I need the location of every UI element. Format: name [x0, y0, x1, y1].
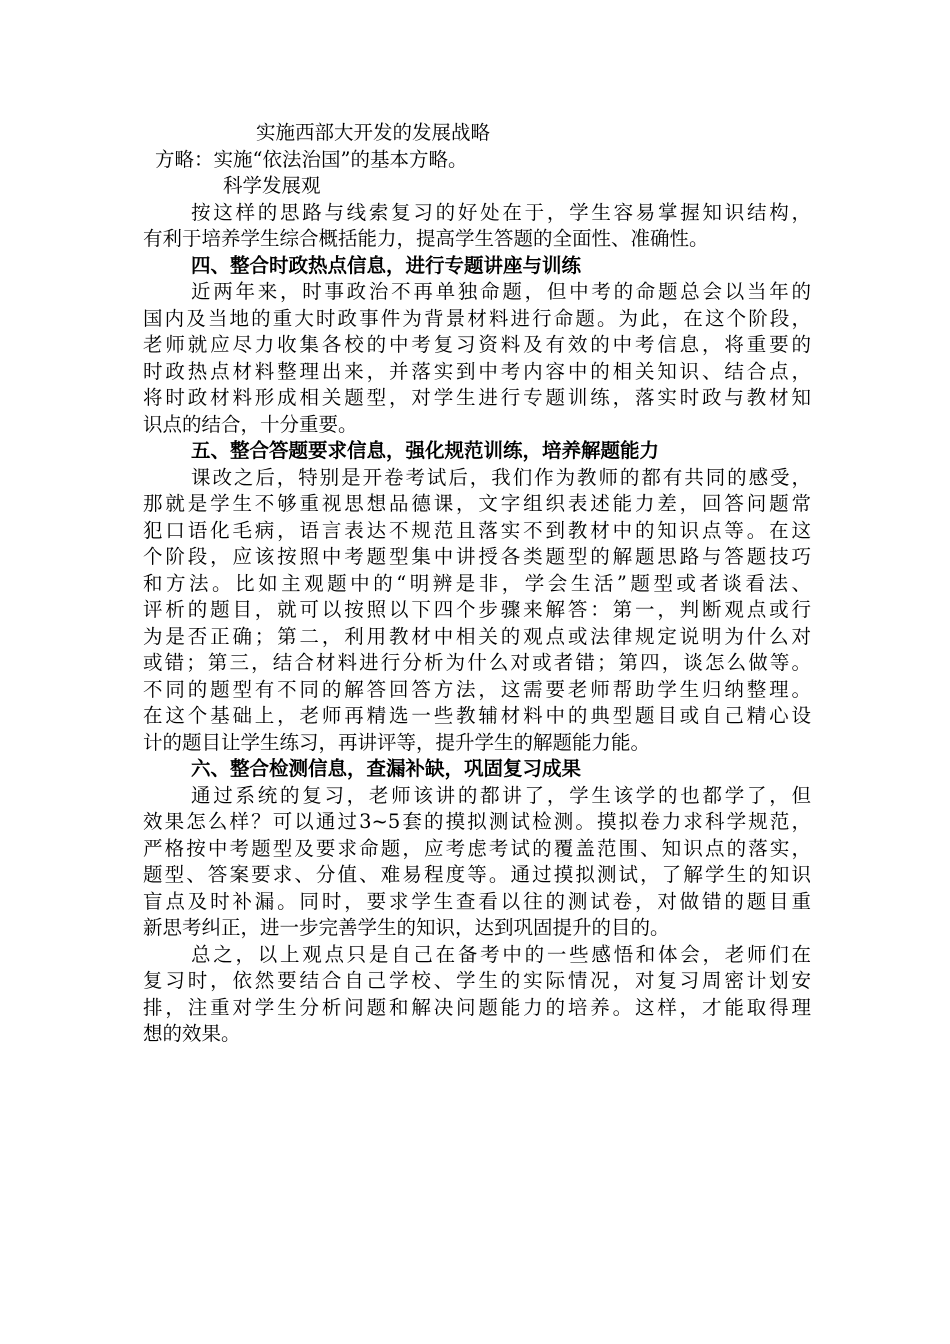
text-line: 个阶段，应该按照中考题型集中讲授各类题型的解题思路与答题技巧: [143, 545, 811, 568]
section-heading-4: 四、整合时政热点信息，进行专题讲座与训练: [191, 253, 582, 277]
paragraph-section-5: [143, 465, 811, 757]
intro-line-concept: 科学发展观: [223, 174, 321, 197]
document-page: [143, 120, 811, 1048]
intro-line-strategy: 实施西部大开发的发展战略: [256, 121, 491, 144]
text-line: 不同的题型有不同的解答回答方法，这需要老师帮助学生归纳整理。: [143, 677, 811, 701]
text-line: 为是否正确；第二，利用教材中相关的观点或法律规定说明为什么对: [143, 624, 811, 648]
section-heading-5: 五、整合答题要求信息，强化规范训练，培养解题能力: [191, 439, 660, 462]
text-line: 评析的题目，就可以按照以下四个步骤来解答：第一，判断观点或行: [143, 598, 811, 621]
text-line: 近两年来，时事政治不再单独命题，但中考的命题总会以当年的: [191, 280, 811, 303]
text-line: 严格按中考题型及要求命题，应考虑考试的覆盖范围、知识点的落实，: [143, 836, 811, 860]
text-line: 课改之后，特别是开卷考试后，我们作为教师的都有共同的感受，: [191, 465, 811, 489]
text-line: 国内及当地的重大时政事件为背景材料进行命题。为此，在这个阶段，: [143, 306, 811, 330]
text-line: 复习时，依然要结合自己学校、学生的实际情况，对复习周密计划安: [143, 969, 811, 992]
text-line: 将时政材料形成相关题型，对学生进行专题训练，落实时政与教材知: [143, 386, 811, 409]
text-line: 排，注重对学生分析问题和解决问题能力的培养。这样，才能取得理: [143, 995, 811, 1019]
text-line: 老师就应尽力收集各校的中考复习资料及有效的中考信息，将重要的: [143, 333, 811, 356]
text-line: 新思考纠正，进一步完善学生的知识，达到巩固提升的目的。: [143, 916, 670, 939]
paragraph-section-6: [143, 783, 811, 942]
paragraph-summary: [143, 200, 811, 253]
text-line: 计的题目让学生练习，再讲评等，提升学生的解题能力能。: [143, 730, 651, 754]
text-line: 有利于培养学生综合概括能力，提高学生答题的全面性、准确性。: [143, 227, 709, 250]
text-line: 效果怎么样？可以通过3~5套的摸拟测试检测。摸拟卷力求科学规范，: [143, 810, 811, 833]
text-line: 识点的结合，十分重要。: [143, 412, 358, 436]
section-heading-6: 六、整合检测信息，查漏补缺，巩固复习成果: [191, 757, 582, 780]
text-line: 通过系统的复习，老师该讲的都讲了，学生该学的也都学了，但: [191, 783, 811, 807]
paragraph-conclusion: [143, 942, 811, 1048]
text-line: 时政热点材料整理出来，并落实到中考内容中的相关知识、结合点，: [143, 359, 811, 383]
text-line: 犯口语化毛病，语言表达不规范且落实不到教材中的知识点等。在这: [143, 518, 811, 542]
text-line: 总之，以上观点只是自己在备考中的一些感悟和体会，老师们在: [191, 942, 811, 966]
text-line: 题型、答案要求、分值、难易程度等。通过摸拟测试，了解学生的知识: [143, 863, 811, 886]
text-line: 按这样的思路与线索复习的好处在于，学生容易掌握知识结构，: [191, 200, 811, 224]
text-line: 那就是学生不够重视思想品德课，文字组织表述能力差，回答问题常: [143, 492, 811, 515]
text-line: 和方法。比如主观题中的“明辨是非，学会生活”题型或者谈看法、: [143, 571, 811, 595]
intro-line-policy: 方略：实施“依法治国”的基本方略。: [155, 147, 468, 171]
text-line: 盲点及时补漏。同时，要求学生查看以往的测试卷，对做错的题目重: [143, 889, 811, 913]
text-line: 在这个基础上，老师再精选一些教辅材料中的典型题目或自己精心设: [143, 704, 811, 727]
text-line: 想的效果。: [143, 1022, 241, 1045]
paragraph-section-4: [143, 279, 811, 438]
text-line: 或错；第三，结合材料进行分析为什么对或者错；第四，谈怎么做等。: [143, 651, 811, 674]
